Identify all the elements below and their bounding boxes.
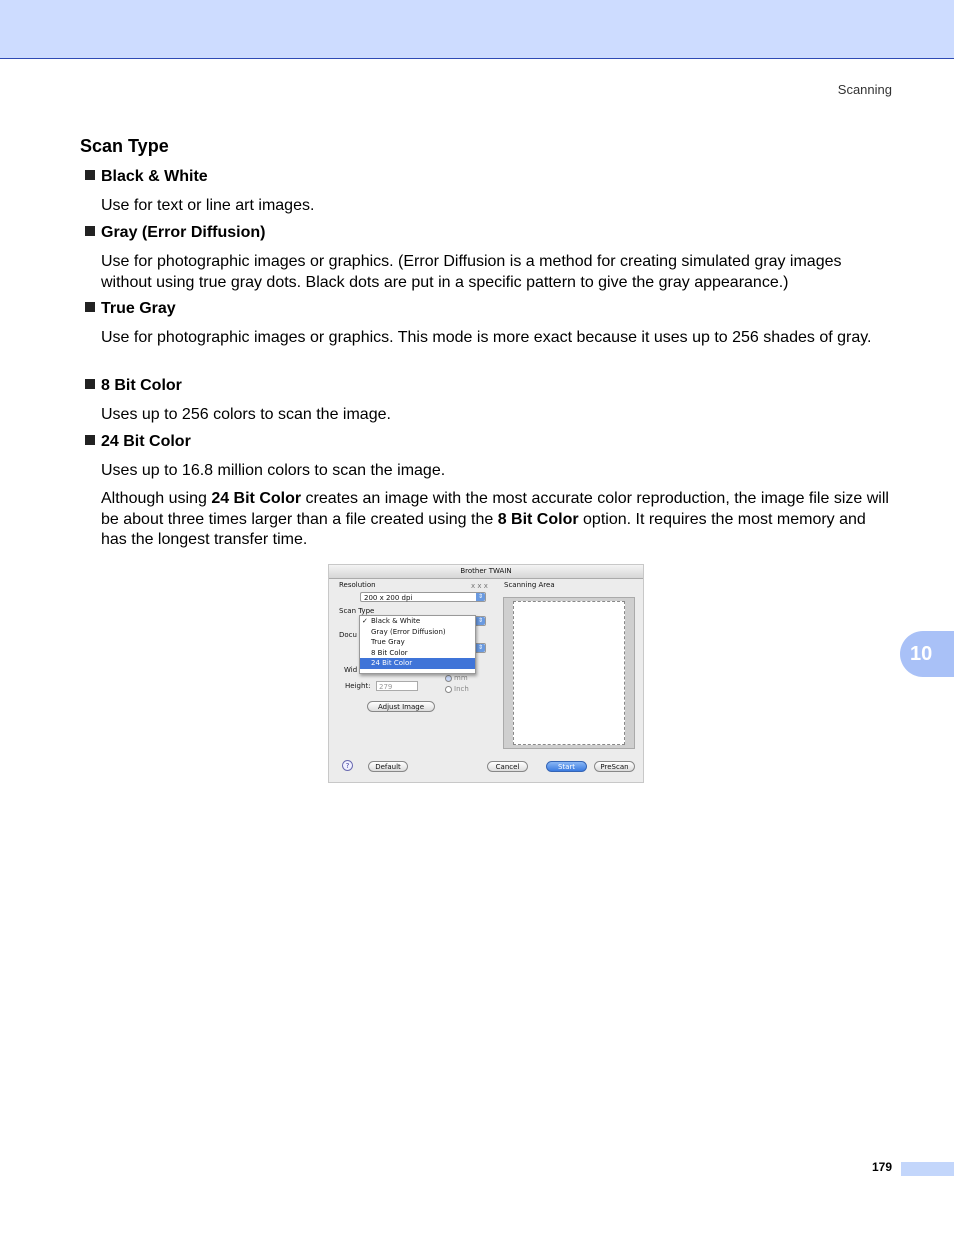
help-icon[interactable]: ?: [342, 760, 353, 771]
menu-item-label: 8 Bit Color: [371, 648, 408, 657]
preview-page: [513, 601, 625, 745]
bullet-label: Gray (Error Diffusion): [101, 224, 266, 241]
bullet-square-icon: [85, 379, 95, 389]
menu-item-gray-error-diffusion[interactable]: [360, 627, 475, 638]
menu-item-label: True Gray: [371, 638, 405, 646]
adjust-image-button[interactable]: Adjust Image: [367, 701, 435, 712]
page-number: 179: [871, 1160, 892, 1174]
scanning-area-preview[interactable]: [503, 597, 635, 749]
start-button[interactable]: Start: [546, 761, 587, 772]
menu-item-label: 24 Bit Color: [371, 659, 413, 667]
note-text: creates an image with the most accurate color reproduction, the image file size will be about three times larger than a file created using the: [101, 490, 889, 528]
checkmark-icon: ✓: [362, 617, 368, 625]
section-label: Scanning: [837, 82, 892, 97]
resolution-xxx: x x x: [471, 582, 488, 590]
menu-item-8-bit-color[interactable]: [360, 648, 475, 659]
header-band: [0, 0, 954, 59]
select-arrows-icon: ⇕: [477, 617, 484, 624]
menu-item-label: Gray (Error Diffusion): [371, 627, 446, 636]
cancel-button[interactable]: Cancel: [487, 761, 528, 772]
radio-mm[interactable]: [445, 675, 452, 682]
note-paragraph: [101, 489, 893, 551]
bullet-description: Uses up to 16.8 million colors to scan the image.: [101, 462, 446, 479]
scanning-area-label: Scanning Area: [504, 581, 555, 589]
select-arrows-icon: ⇕: [477, 644, 484, 651]
resolution-label: Resolution: [339, 581, 376, 589]
bullet-label: 24 Bit Color: [101, 433, 191, 450]
note-bold-24bit: 24 Bit Color: [211, 490, 302, 507]
document-size-label: Docu: [339, 631, 357, 639]
bullet-square-icon: [85, 226, 95, 236]
bullet-gray-error-diffusion: [85, 224, 265, 242]
height-field[interactable]: 279: [376, 681, 418, 691]
select-arrows-icon: ⇕: [477, 593, 484, 600]
bullet-description: Uses up to 256 colors to scan the image.: [101, 406, 391, 423]
note-bold-8bit: 8 Bit Color: [497, 510, 579, 528]
menu-item-label: Black & White: [371, 617, 421, 625]
note-text: option. It requires the most memory and has the longest transfer time.: [101, 510, 866, 548]
bullet-square-icon: [85, 435, 95, 445]
scan-type-label: Scan Type: [339, 607, 375, 615]
bullet-8-bit-color: [85, 377, 182, 395]
width-label: Wid: [344, 666, 358, 674]
menu-item-black-white[interactable]: [360, 616, 475, 627]
bullet-label: 8 Bit Color: [101, 377, 182, 394]
bullet-description: Use for photographic images or graphics. (Error Diffusion is a method for creating simulated gray images without using true gray dots. Black dots are put in a specific pattern to give the gray appearance.): [101, 253, 842, 291]
resolution-select[interactable]: [360, 592, 486, 602]
bullet-square-icon: [85, 170, 95, 180]
note-text: Although using: [101, 490, 212, 507]
brother-twain-dialog-screenshot: [328, 564, 644, 783]
page-number-bar: [901, 1162, 954, 1176]
bullet-24-bit-color: [85, 433, 191, 451]
radio-inch-label: Inch: [454, 685, 469, 693]
dialog-titlebar: Brother TWAIN: [329, 565, 643, 579]
bullet-label: Black & White: [101, 168, 208, 185]
height-label: Height:: [345, 682, 371, 690]
radio-mm-label: mm: [454, 674, 468, 682]
radio-inch[interactable]: [445, 686, 452, 693]
bullet-square-icon: [85, 302, 95, 312]
scan-type-menu[interactable]: [359, 615, 476, 674]
prescan-button[interactable]: PreScan: [594, 761, 635, 772]
default-button[interactable]: Default: [368, 761, 408, 772]
bullet-true-gray: [85, 300, 176, 318]
resolution-value: 200 x 200 dpi: [364, 594, 413, 602]
bullet-description: Use for text or line art images.: [101, 197, 315, 214]
menu-item-24-bit-color[interactable]: [360, 658, 475, 669]
section-title: Scan Type: [80, 136, 169, 156]
menu-item-true-gray[interactable]: [360, 637, 475, 648]
bullet-label: True Gray: [101, 300, 176, 317]
chapter-tab: 10: [900, 631, 954, 677]
bullet-description: Use for photographic images or graphics. This mode is more exact because it uses up to 256 shades of gray.: [101, 329, 872, 346]
bullet-black-white: [85, 168, 208, 186]
